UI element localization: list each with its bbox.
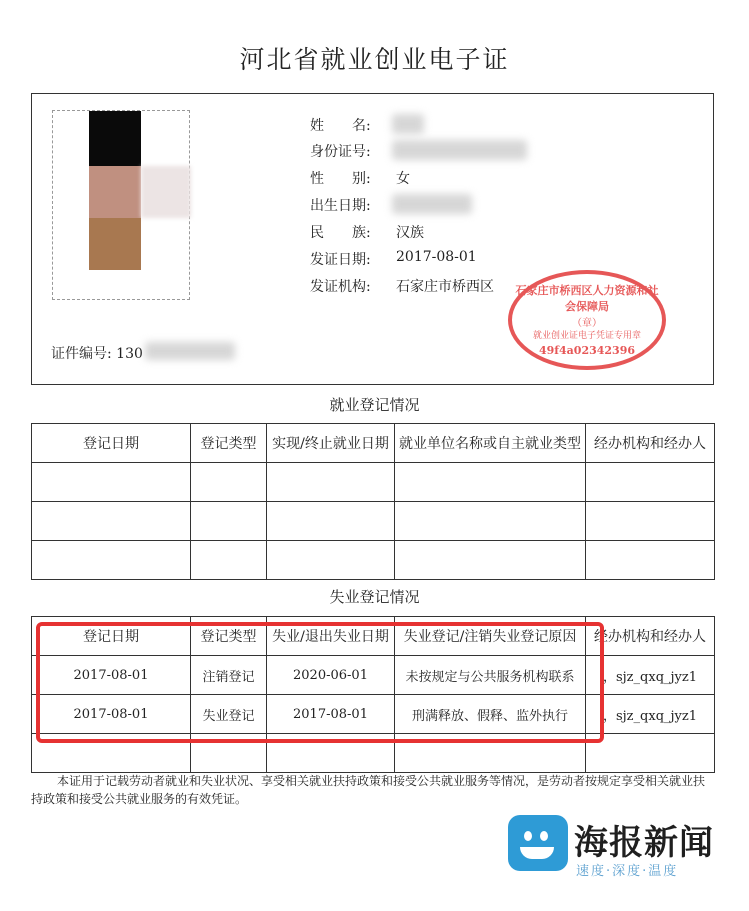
table-cell: ，sjz_qxq_jyz1 <box>586 656 715 695</box>
id-number-label: 身份证号: <box>310 144 371 160</box>
ethnicity-label: 民 族: <box>310 225 371 241</box>
table-cell <box>586 502 715 541</box>
table-cell <box>267 463 395 502</box>
issuer-value: 石家庄市桥西区 <box>396 279 494 295</box>
col-header: 就业单位名称或自主就业类型 <box>395 424 586 463</box>
table-cell <box>586 541 715 580</box>
col-header: 失业登记/注销失业登记原因 <box>395 617 586 656</box>
ethnicity-value: 汉族 <box>396 225 424 241</box>
table-cell: 2017-08-01 <box>32 656 191 695</box>
cert-number <box>51 343 143 363</box>
table-cell: 刑满释放、假释、监外执行 <box>395 695 586 734</box>
table-cell <box>191 541 267 580</box>
issue-date-value: 2017-08-01 <box>396 249 477 265</box>
issue-date-label: 发证日期: <box>310 252 371 268</box>
table-cell <box>395 463 586 502</box>
official-seal <box>508 270 666 370</box>
unemployment-section-title: 失业登记情况 <box>329 588 420 606</box>
seal-center: （章） <box>572 318 602 329</box>
table-row <box>32 541 715 580</box>
table-cell: 2020-06-01 <box>267 656 395 695</box>
gender-value: 女 <box>396 171 410 187</box>
table-cell <box>395 502 586 541</box>
cert-number-prefix: 130 <box>116 346 143 362</box>
footer-note: 本证用于记载劳动者就业和失业状况、享受相关就业扶持政策和接受公共就业服务等情况，是劳动者按规定享受相关就业扶持政策和接受公共就业服务的有效凭证。 <box>31 774 706 806</box>
brand-name: 海报新闻 <box>574 823 714 863</box>
highlight-box <box>36 622 604 743</box>
seal-mascot-icon <box>508 815 568 871</box>
table-cell <box>32 541 191 580</box>
col-header: 登记日期 <box>32 617 191 656</box>
table-row <box>32 502 715 541</box>
table-cell <box>32 502 191 541</box>
col-header: 登记类型 <box>191 424 267 463</box>
col-header: 经办机构和经办人 <box>586 424 715 463</box>
cert-number-label: 证件编号: <box>51 346 112 362</box>
col-header: 失业/退出失业日期 <box>267 617 395 656</box>
table-cell: 失业登记 <box>191 695 267 734</box>
table-cell: ，sjz_qxq_jyz1 <box>586 695 715 734</box>
table-cell: 注销登记 <box>191 656 267 695</box>
id-number-redacted <box>392 140 527 160</box>
table-cell <box>191 502 267 541</box>
table-row <box>32 463 715 502</box>
table-cell <box>32 463 191 502</box>
cert-number-redacted <box>145 342 235 360</box>
col-header: 经办机构和经办人 <box>586 617 715 656</box>
table-cell: 2017-08-01 <box>267 695 395 734</box>
photo-placeholder <box>52 110 190 300</box>
table-cell: 未按规定与公共服务机构联系 <box>395 656 586 695</box>
col-header: 登记类型 <box>191 617 267 656</box>
brand-slogan: 速度·深度·温度 <box>576 864 679 879</box>
table-cell <box>267 541 395 580</box>
issuer-label: 发证机构: <box>310 279 371 295</box>
employment-table <box>31 423 715 580</box>
col-header: 实现/终止就业日期 <box>267 424 395 463</box>
birth-date-label: 出生日期: <box>310 198 371 214</box>
gender-label: 性 别: <box>310 171 371 187</box>
seal-subtext: 就业创业证电子凭证专用章 <box>532 331 641 341</box>
table-cell <box>586 734 715 773</box>
seal-ring-text: 石家庄市桥西区人力资源和社会保障局 <box>515 284 659 313</box>
name-label: 姓 名: <box>310 118 371 134</box>
seal-code: 49f4a02342396 <box>538 344 636 357</box>
name-redacted <box>392 114 424 134</box>
table-cell: 2017-08-01 <box>32 695 191 734</box>
table-header-row <box>32 424 715 463</box>
col-header: 登记日期 <box>32 424 191 463</box>
page-title: 河北省就业创业电子证 <box>239 45 510 74</box>
table-cell <box>586 463 715 502</box>
table-cell <box>267 502 395 541</box>
employment-section-title: 就业登记情况 <box>329 396 420 414</box>
table-cell <box>395 541 586 580</box>
table-cell <box>191 463 267 502</box>
birth-date-redacted <box>392 194 472 214</box>
